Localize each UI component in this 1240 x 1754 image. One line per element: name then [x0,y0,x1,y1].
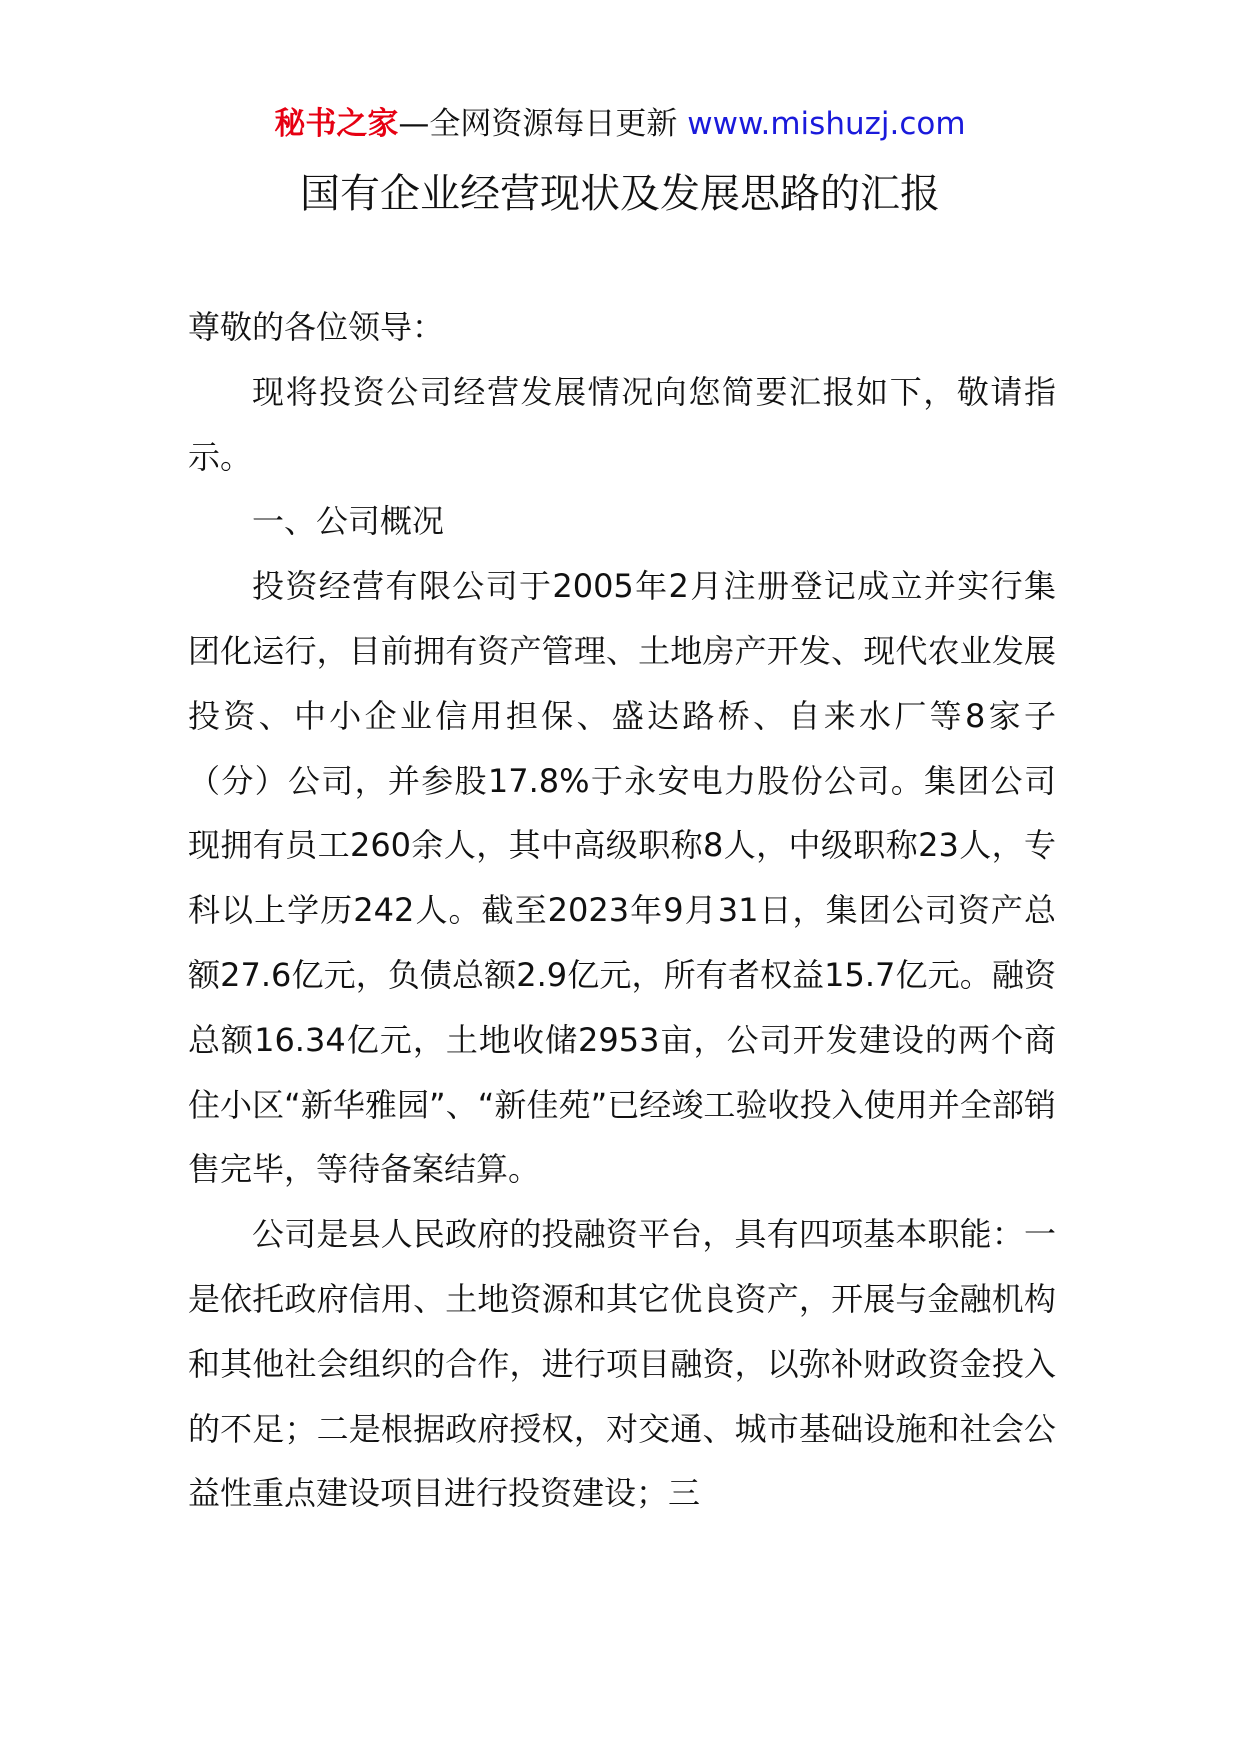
salutation: 尊敬的各位领导： [188,308,445,346]
brand-name: 秘书之家 [274,106,399,142]
document-body [188,295,1056,1526]
company-functions-paragraph: 公司是县人民政府的投融资平台，具有四项基本职能：一是依托政府信用、土地资源和其它优良资产，开展与金融机构和其他社会组织的合作，进行项目融资，以弥补财政资金投入的不足；二是根据政府授权，对交通、城市基础设施和社会公益性重点建设项目进行投资建设；三 [188,1215,1056,1513]
company-overview-paragraph: 投资经营有限公司于2005年2月注册登记成立并实行集团化运行，目前拥有资产管理、土地房产开发、现代农业发展投资、中小企业信用担保、盛达路桥、自来水厂等8家子（分）公司，并参股17.8%于永安电力股份公司。集团公司现拥有员工260余人，其中高级职称8人，中级职称23人，专科以上学历242人。截至2023年9月31日，集团公司资产总额27.6亿元，负债总额2.9亿元，所有者权益15.7亿元。融资总额16.34亿元，土地收储2953亩，公司开发建设的两个商住小区“新华雅园”、“新佳苑”已经竣工验收投入使用并全部销售完毕，等待备案结算。 [188,567,1056,1189]
header-slogan: —全网资源每日更新 [398,106,678,142]
document-title: 国有企业经营现状及发展思路的汇报 [300,171,940,217]
site-header [0,100,1240,148]
site-url-link[interactable]: www.mishuzj.com [687,106,966,142]
intro-paragraph: 现将投资公司经营发展情况向您简要汇报如下，敬请指示。 [188,372,1056,476]
section-heading: 一、公司概况 [252,502,445,541]
